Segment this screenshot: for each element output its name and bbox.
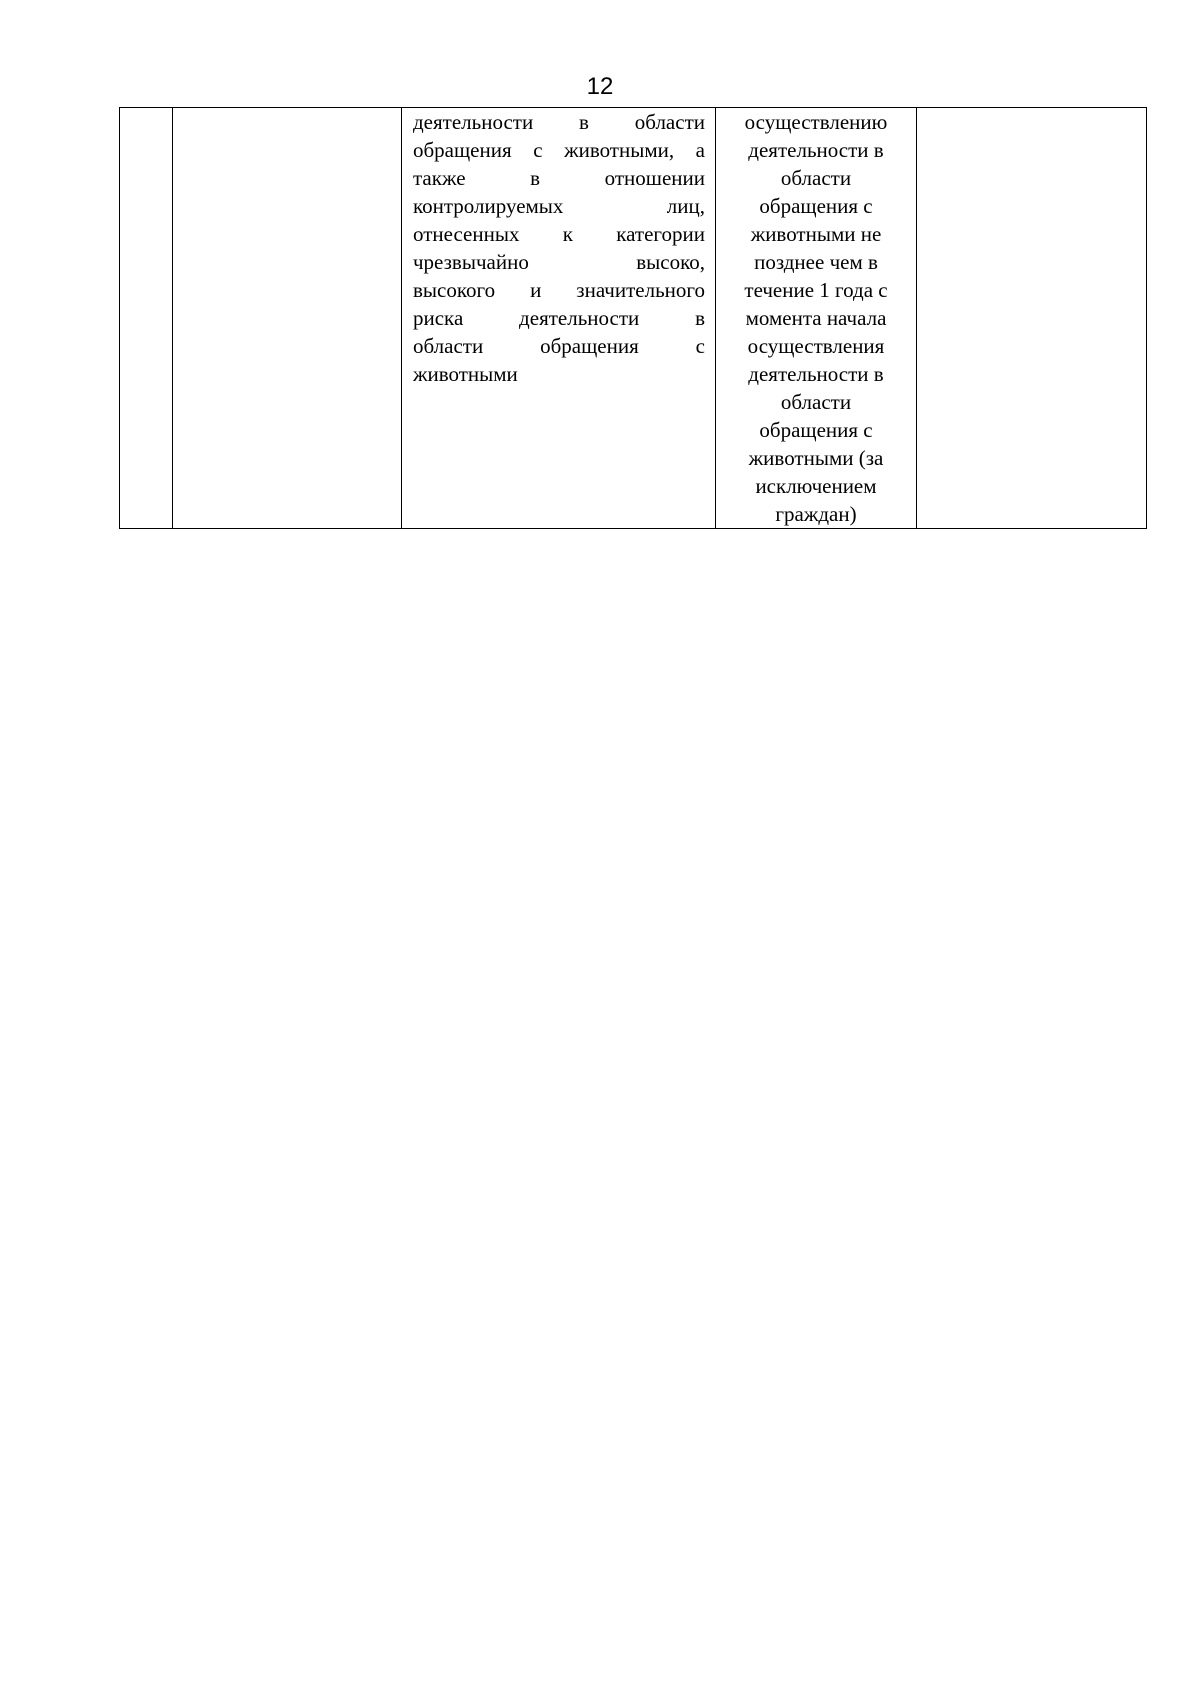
text-line: обращения с (759, 194, 873, 218)
table-row (120, 108, 1147, 529)
text-line: граждан) (775, 502, 857, 526)
text-line: животными (413, 362, 518, 386)
cell-number (120, 108, 173, 529)
text-line: отнесенных к категории (413, 222, 705, 246)
text-line: чрезвычайно высоко, (413, 250, 705, 274)
text-line: течение 1 года с (744, 278, 888, 302)
text-line: высокого и значительного (413, 278, 705, 302)
text-line: осуществления (747, 334, 885, 358)
text-line: деятельности в области (413, 110, 705, 134)
text-line: также в отношении (413, 166, 705, 190)
text-line: обращения с (759, 418, 873, 442)
text-line: животными не (750, 222, 882, 246)
text-line: области (780, 166, 852, 190)
cell-responsible (917, 108, 1147, 529)
text-line: животными (за (748, 446, 884, 470)
text-line: исключением (755, 474, 877, 498)
cell-description (402, 108, 716, 529)
text-line: обращения с животными, а (413, 138, 705, 162)
text-line: области обращения с (413, 334, 705, 358)
cell-name (173, 108, 402, 529)
text-line: контролируемых лиц, (413, 194, 705, 218)
text-line: момента начала (745, 306, 887, 330)
text-line: осуществлению (744, 110, 888, 134)
description-text (402, 108, 715, 388)
text-line: деятельности в (748, 138, 884, 162)
deadline-text (716, 108, 916, 528)
text-line: риска деятельности в (413, 306, 705, 330)
text-line: области (780, 390, 852, 414)
cell-deadline (716, 108, 917, 529)
document-table (119, 107, 1147, 529)
text-line: деятельности в (748, 362, 884, 386)
page-number: 12 (586, 73, 614, 100)
text-line: позднее чем в (754, 250, 878, 274)
